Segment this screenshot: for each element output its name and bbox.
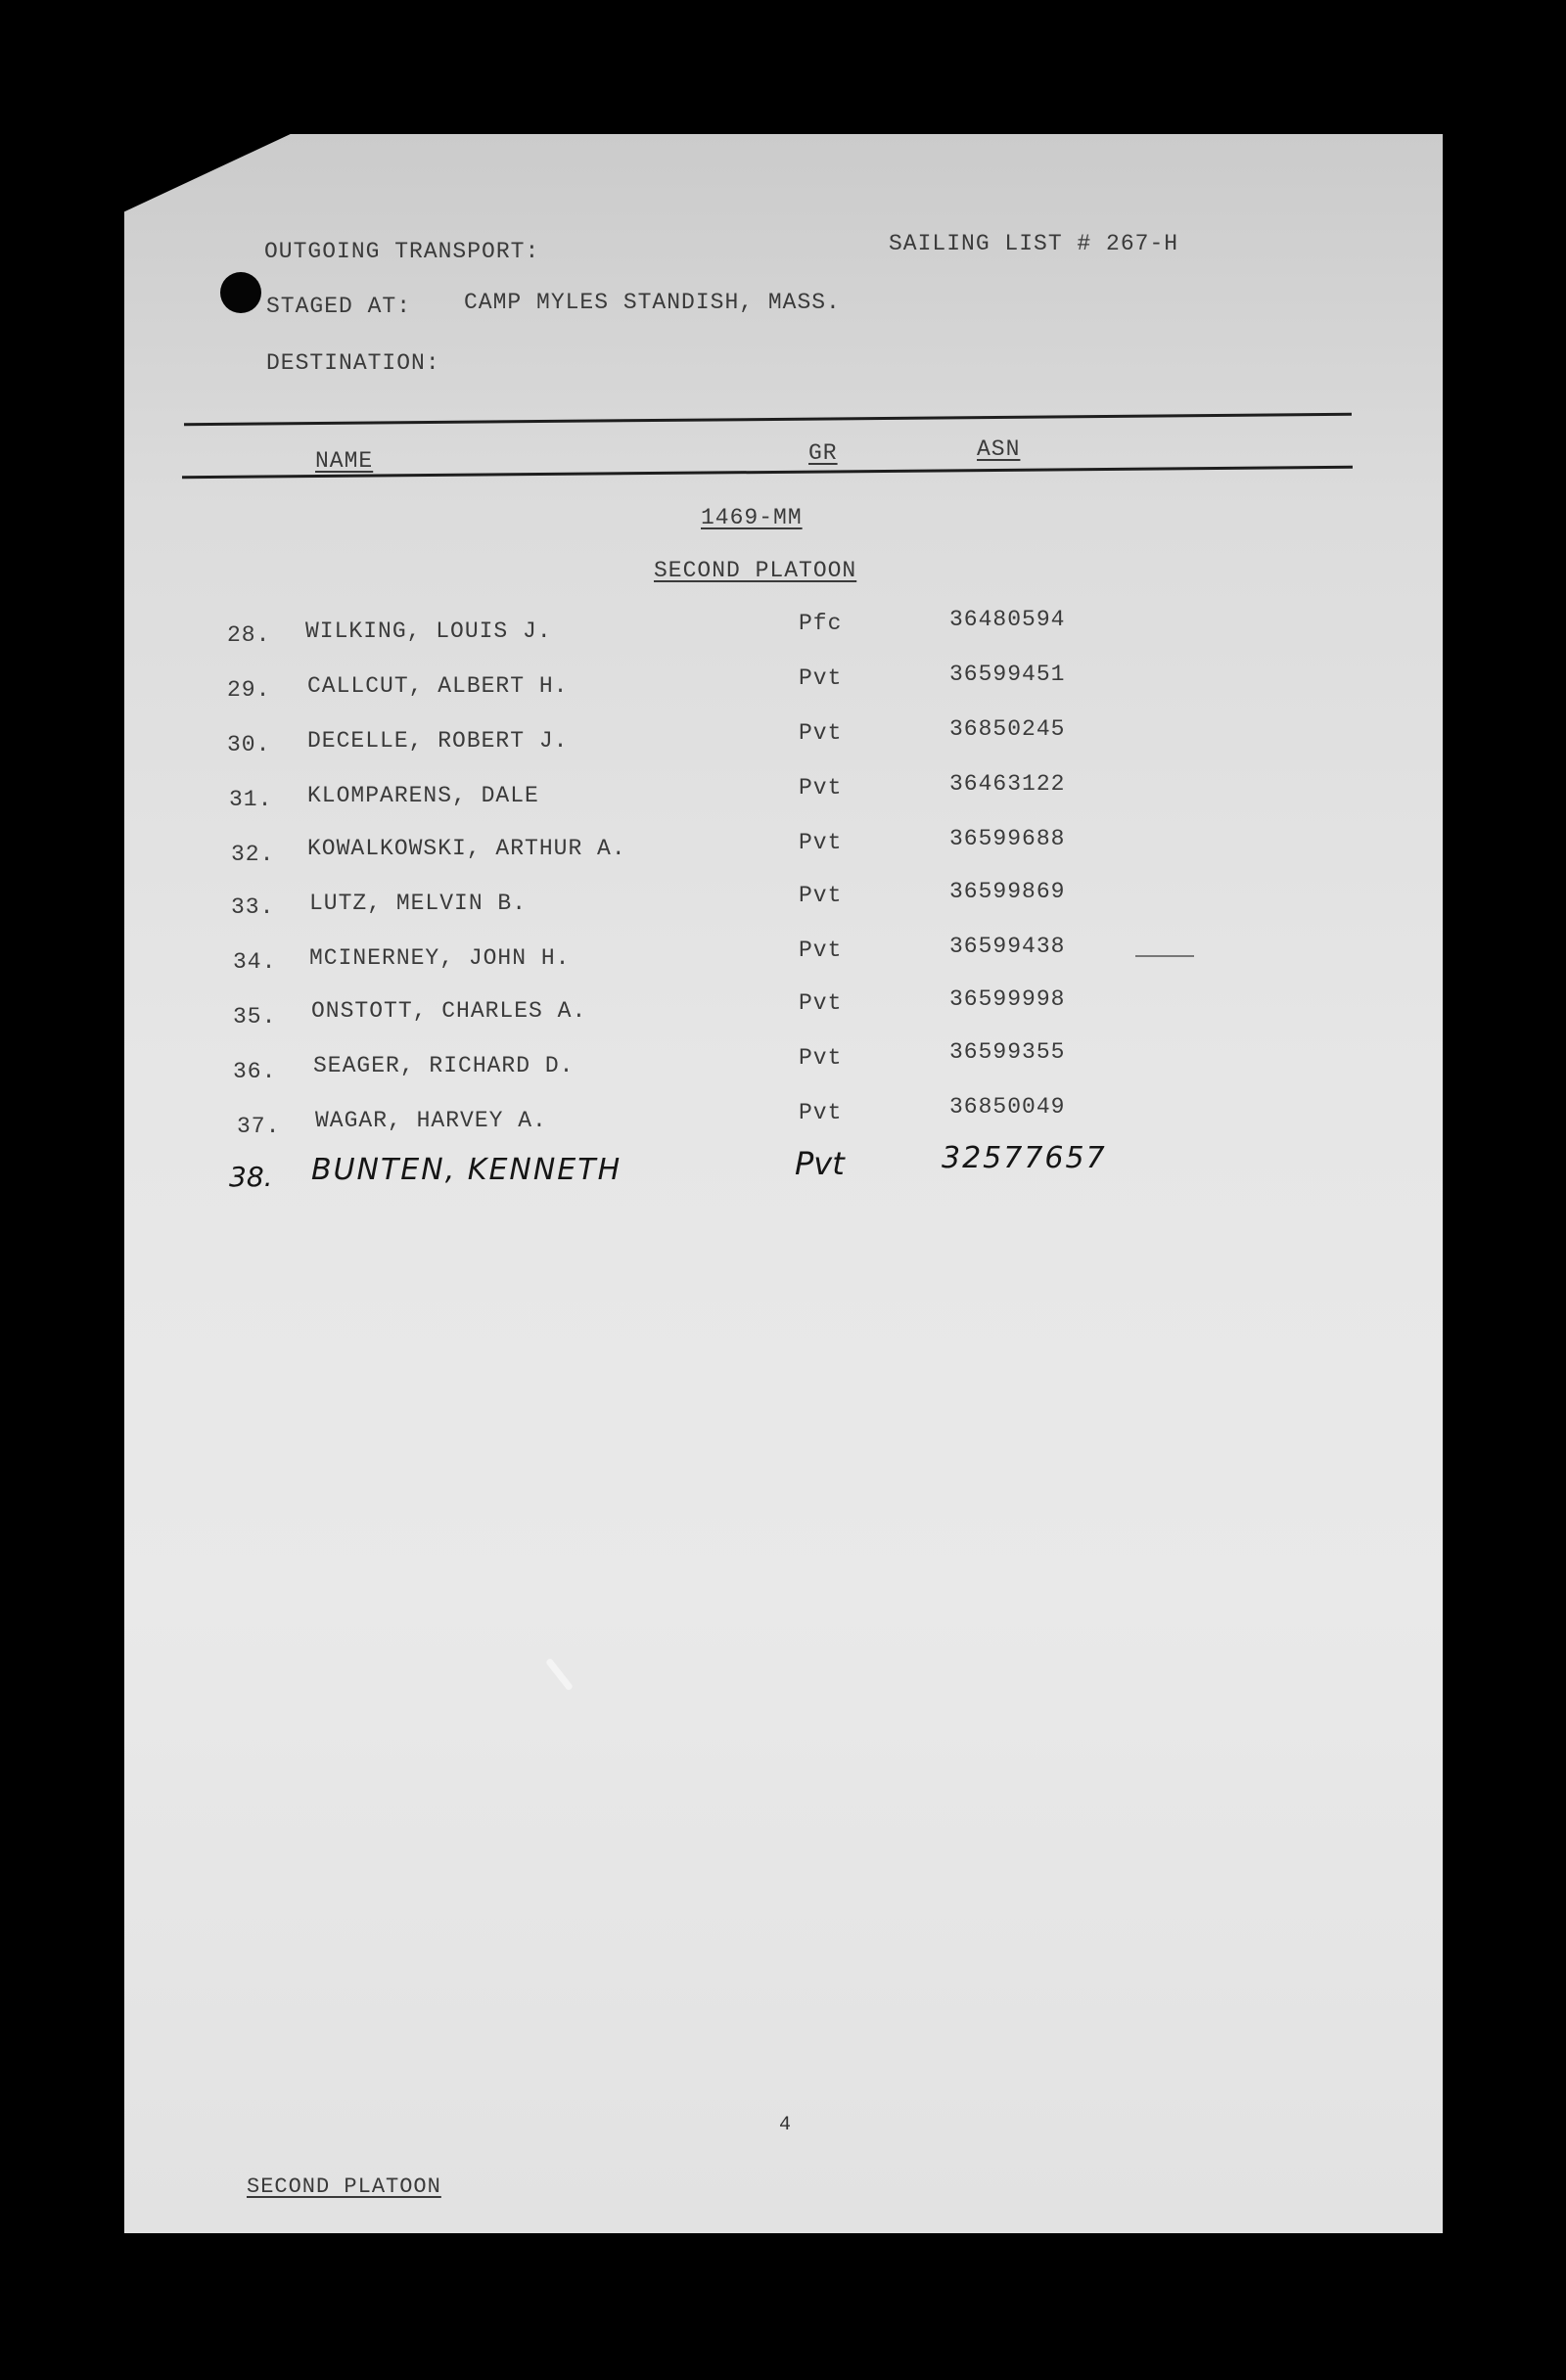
grade-column-header: GR [808,440,838,466]
soldier-asn: 36599451 [949,662,1066,687]
name-column-header: NAME [315,448,374,474]
soldier-grade: Pvt [799,775,843,801]
soldier-grade: Pvt [799,1100,843,1125]
soldier-grade: Pvt [799,720,843,746]
staged-at-value: CAMP MYLES STANDISH, MASS. [464,290,841,315]
punch-hole [220,272,261,313]
row-number: 31. [229,787,273,812]
soldier-name: WAGAR, HARVEY A. [315,1108,547,1133]
row-number: 36. [233,1059,277,1084]
soldier-asn: 36463122 [949,771,1066,797]
staged-at-label: STAGED AT: [266,294,412,319]
asn-column-header: ASN [977,436,1021,462]
soldier-name: SEAGER, RICHARD D. [313,1053,575,1078]
row-number: 34. [233,949,277,975]
platoon-heading: SECOND PLATOON [654,558,857,583]
soldier-grade: Pvt [799,830,843,855]
soldier-asn: 36850245 [949,716,1066,742]
soldier-grade: Pfc [799,611,843,636]
soldier-name: DECELLE, ROBERT J. [307,728,569,754]
handwritten-grade: Pvt [795,1145,845,1182]
soldier-name: LUTZ, MELVIN B. [309,891,528,916]
soldier-name: MCINERNEY, JOHN H. [309,945,571,971]
soldier-asn: 36599688 [949,826,1066,851]
sailing-list-number: SAILING LIST # 267-H [889,231,1179,256]
handwritten-asn: 32577657 [942,1141,1107,1175]
row-number: 33. [231,894,275,920]
row-number: 37. [237,1114,281,1139]
soldier-grade: Pvt [799,1045,843,1071]
soldier-grade: Pvt [799,938,843,963]
soldier-name: CALLCUT, ALBERT H. [307,673,569,699]
soldier-name: WILKING, LOUIS J. [305,618,552,644]
soldier-asn: 36599869 [949,879,1066,904]
row-number: 35. [233,1004,277,1030]
footer-platoon-label: SECOND PLATOON [247,2174,441,2199]
soldier-asn: 36850049 [949,1094,1066,1120]
handwritten-row-number: 38. [229,1161,273,1193]
outgoing-transport-label: OUTGOING TRANSPORT: [264,239,540,264]
soldier-asn: 36480594 [949,607,1066,632]
soldier-grade: Pvt [799,665,843,691]
unit-heading: 1469-MM [701,505,803,530]
destination-label: DESTINATION: [266,350,440,376]
handwritten-name: BUNTEN, KENNETH [311,1153,622,1187]
row-number: 32. [231,842,275,867]
row-number: 29. [227,677,271,703]
page-number: 4 [779,2114,792,2136]
soldier-name: KLOMPARENS, DALE [307,783,539,808]
row-number: 28. [227,622,271,648]
soldier-name: KOWALKOWSKI, ARTHUR A. [307,836,626,861]
soldier-asn: 36599355 [949,1039,1066,1065]
soldier-grade: Pvt [799,990,843,1016]
row-number: 30. [227,732,271,757]
soldier-asn: 36599998 [949,986,1066,1012]
soldier-grade: Pvt [799,883,843,908]
soldier-name: ONSTOTT, CHARLES A. [311,998,587,1024]
soldier-asn: 36599438 [949,934,1066,959]
stray-pen-mark [1135,955,1194,957]
